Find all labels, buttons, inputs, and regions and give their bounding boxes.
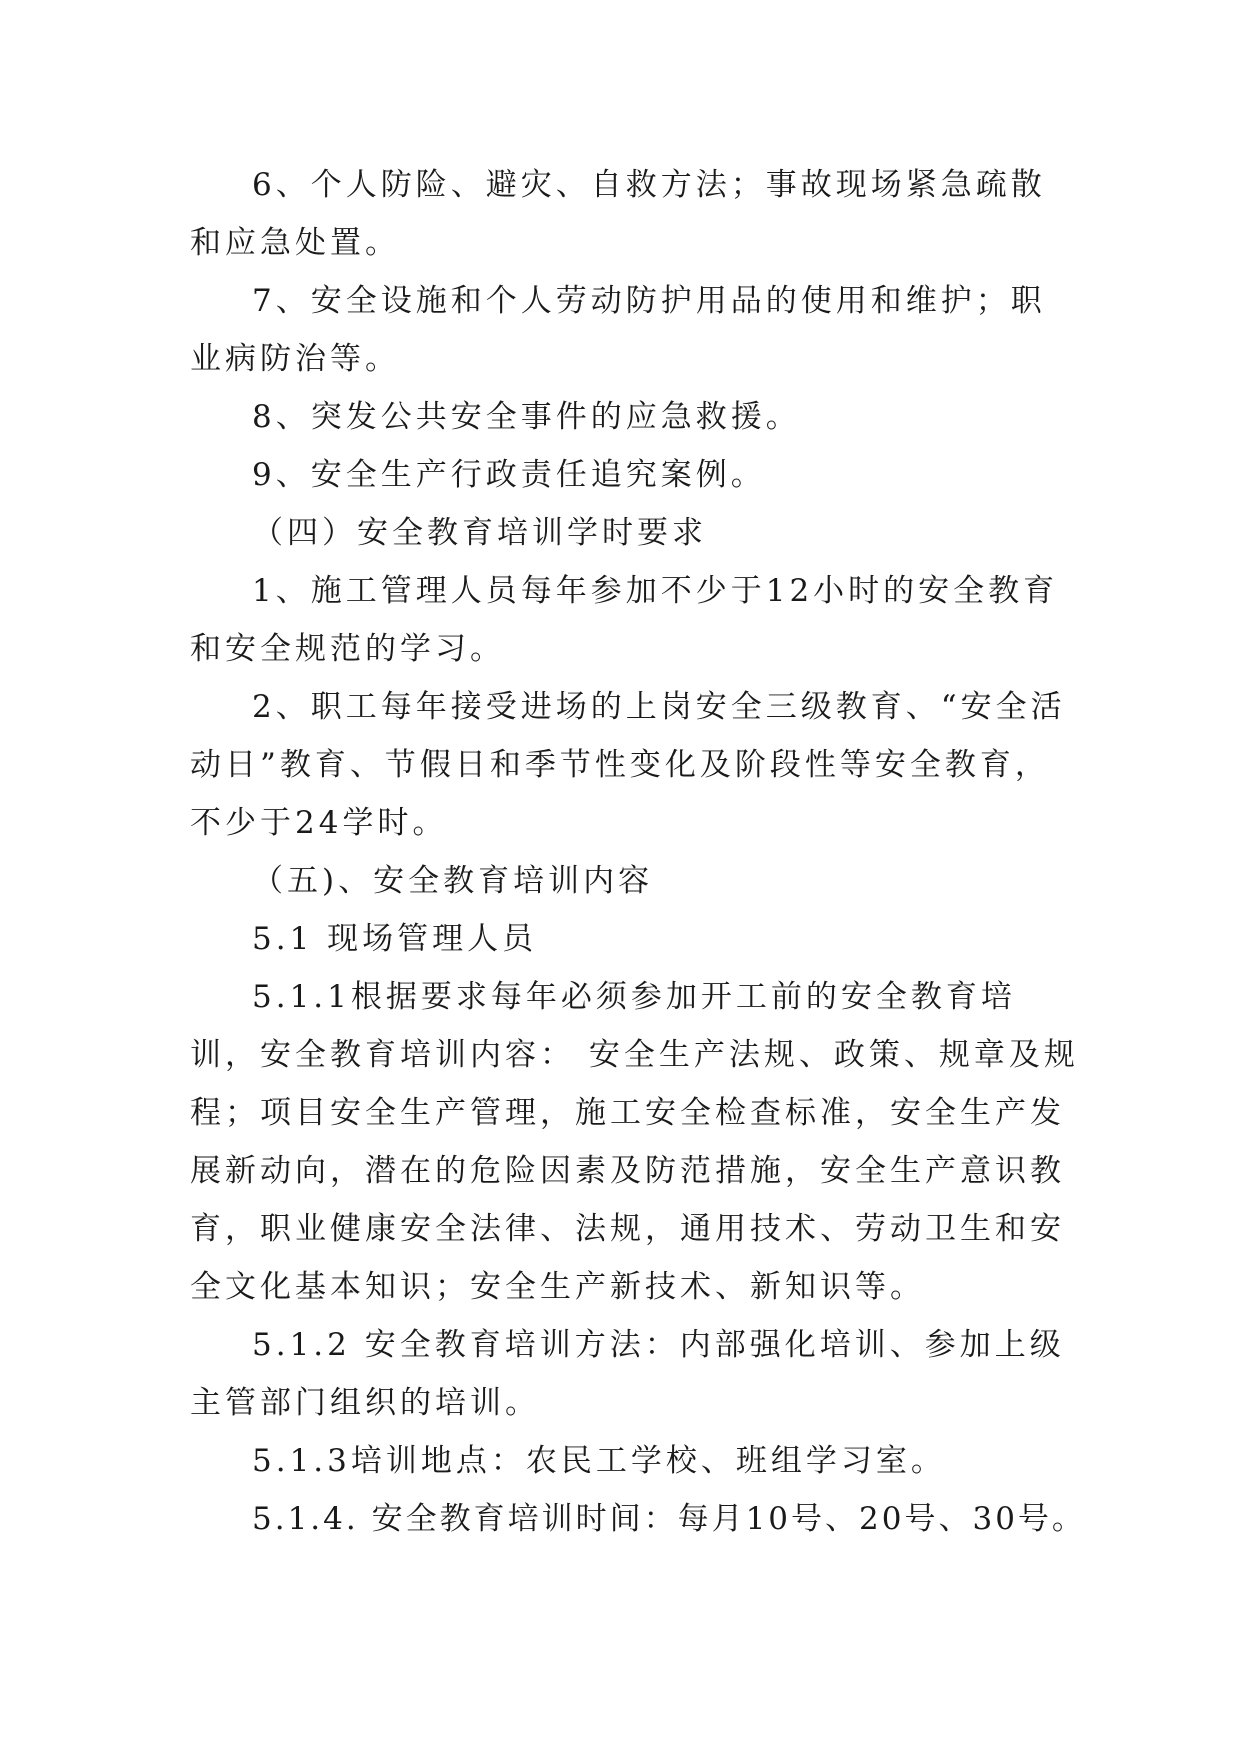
paragraph-5-1-3: 5.1.3培训地点：农民工学校、班组学习室。 <box>252 1443 946 1479</box>
subsection-heading-5-1: 5.1 现场管理人员 <box>252 921 538 957</box>
paragraph-5-1-2: 5.1.2 安全教育培训方法：内部强化培训、参加上级主管部门组织的培训。 <box>190 1327 1065 1421</box>
section-heading-4: （四）安全教育培训学时要求 <box>252 515 707 551</box>
paragraph-item-6: 6、个人防险、避灾、自救方法；事故现场紧急疏散和应急处置。 <box>190 167 1046 261</box>
paragraph-hours-1: 1、施工管理人员每年参加不少于12小时的安全教育和安全规范的学习。 <box>190 573 1059 667</box>
paragraph-item-9: 9、安全生产行政责任追究案例。 <box>252 457 766 493</box>
paragraph-hours-2: 2、职工每年接受进场的上岗安全三级教育、“安全活动日”教育、节假日和季节性变化及阶段性等安全教育，不少于24学时。 <box>190 689 1066 841</box>
paragraph-5-1-4: 5.1.4. 安全教育培训时间：每月10号、20号、30号。 <box>252 1501 1086 1537</box>
paragraph-item-8: 8、突发公共安全事件的应急救援。 <box>252 399 801 435</box>
paragraph-item-7: 7、安全设施和个人劳动防护用品的使用和维护；职业病防治等。 <box>190 283 1046 377</box>
section-heading-5: （五)、安全教育培训内容 <box>252 863 654 899</box>
document-body <box>190 156 1086 1548</box>
paragraph-5-1-1: 5.1.1根据要求每年必须参加开工前的安全教育培训，安全教育培训内容： 安全生产法规、政策、规章及规程；项目安全生产管理，施工安全检查标准，安全生产发展新动向，潜在的危险因素及防范措施，安全生产意识教育，职业健康安全法律、法规，通用技术、劳动卫生和安全文化基本知识；安全生产新技术、新知识等。 <box>190 979 1079 1305</box>
